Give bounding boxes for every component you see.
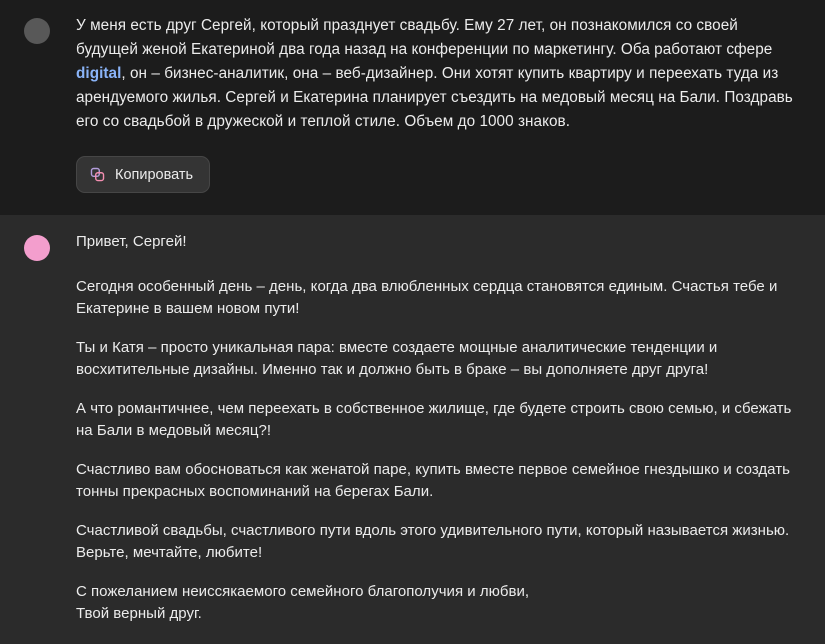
assistant-paragraph: Счастливой свадьбы, счастливого пути вдоль этого удивительного пути, который называется жизнью. Верьте, мечтайте, любите! xyxy=(76,521,790,561)
copy-icon xyxy=(89,166,106,183)
assistant-avatar xyxy=(24,235,50,261)
user-message-highlight: digital xyxy=(76,65,122,82)
assistant-message-turn xyxy=(0,215,825,644)
user-message-part-2: , он – бизнес-аналитик, она – веб-дизайнер. Они хотят купить квартиру и переехать туда из арендуемого жилья. Сергей и Екатерина планирует съездить на медовый месяц на Бали. Поздравь его со свадьбой в дружеской и теплой стиле. Объем до 1000 знаков. xyxy=(76,65,793,130)
user-message-text xyxy=(76,14,795,134)
copy-button[interactable] xyxy=(76,156,210,193)
assistant-paragraph: Твой верный друг. xyxy=(76,605,202,622)
assistant-message-column xyxy=(76,231,795,626)
assistant-paragraph: С пожеланием неиссякаемого семейного благополучия и любви, xyxy=(76,582,530,600)
assistant-paragraph: Сегодня особенный день – день, когда два влюбленных сердца становятся единым. Счастья тебе и Екатерине в вашем новом пути! xyxy=(76,277,778,317)
user-message-column xyxy=(76,14,795,193)
user-avatar-column xyxy=(24,14,76,44)
copy-button-label: Копировать xyxy=(115,166,194,183)
assistant-avatar-column xyxy=(24,231,76,261)
assistant-paragraph: Привет, Сергей! xyxy=(76,233,187,250)
assistant-paragraph: А что романтичнее, чем переехать в собственное жилище, где будете строить свою семью, и сбежать на Бали в медовый месяц?! xyxy=(76,399,792,439)
user-message-part-1: У меня есть друг Сергей, который празднует свадьбу. Ему 27 лет, он познакомился со своей будущей женой Екатериной два года назад на конференции по маркетингу. Оба работают сфере xyxy=(76,17,773,58)
assistant-paragraph: Ты и Катя – просто уникальная пара: вместе создаете мощные аналитические тенденции и восхитительные дизайны. Именно так и должно быть в браке – вы дополняете друг друга! xyxy=(76,338,718,378)
user-message-turn xyxy=(0,0,825,215)
assistant-paragraph: Счастливо вам обосноваться как женатой паре, купить вместе первое семейное гнездышко и создать тонны прекрасных воспоминаний на берегах Бали. xyxy=(76,460,790,500)
user-avatar xyxy=(24,18,50,44)
